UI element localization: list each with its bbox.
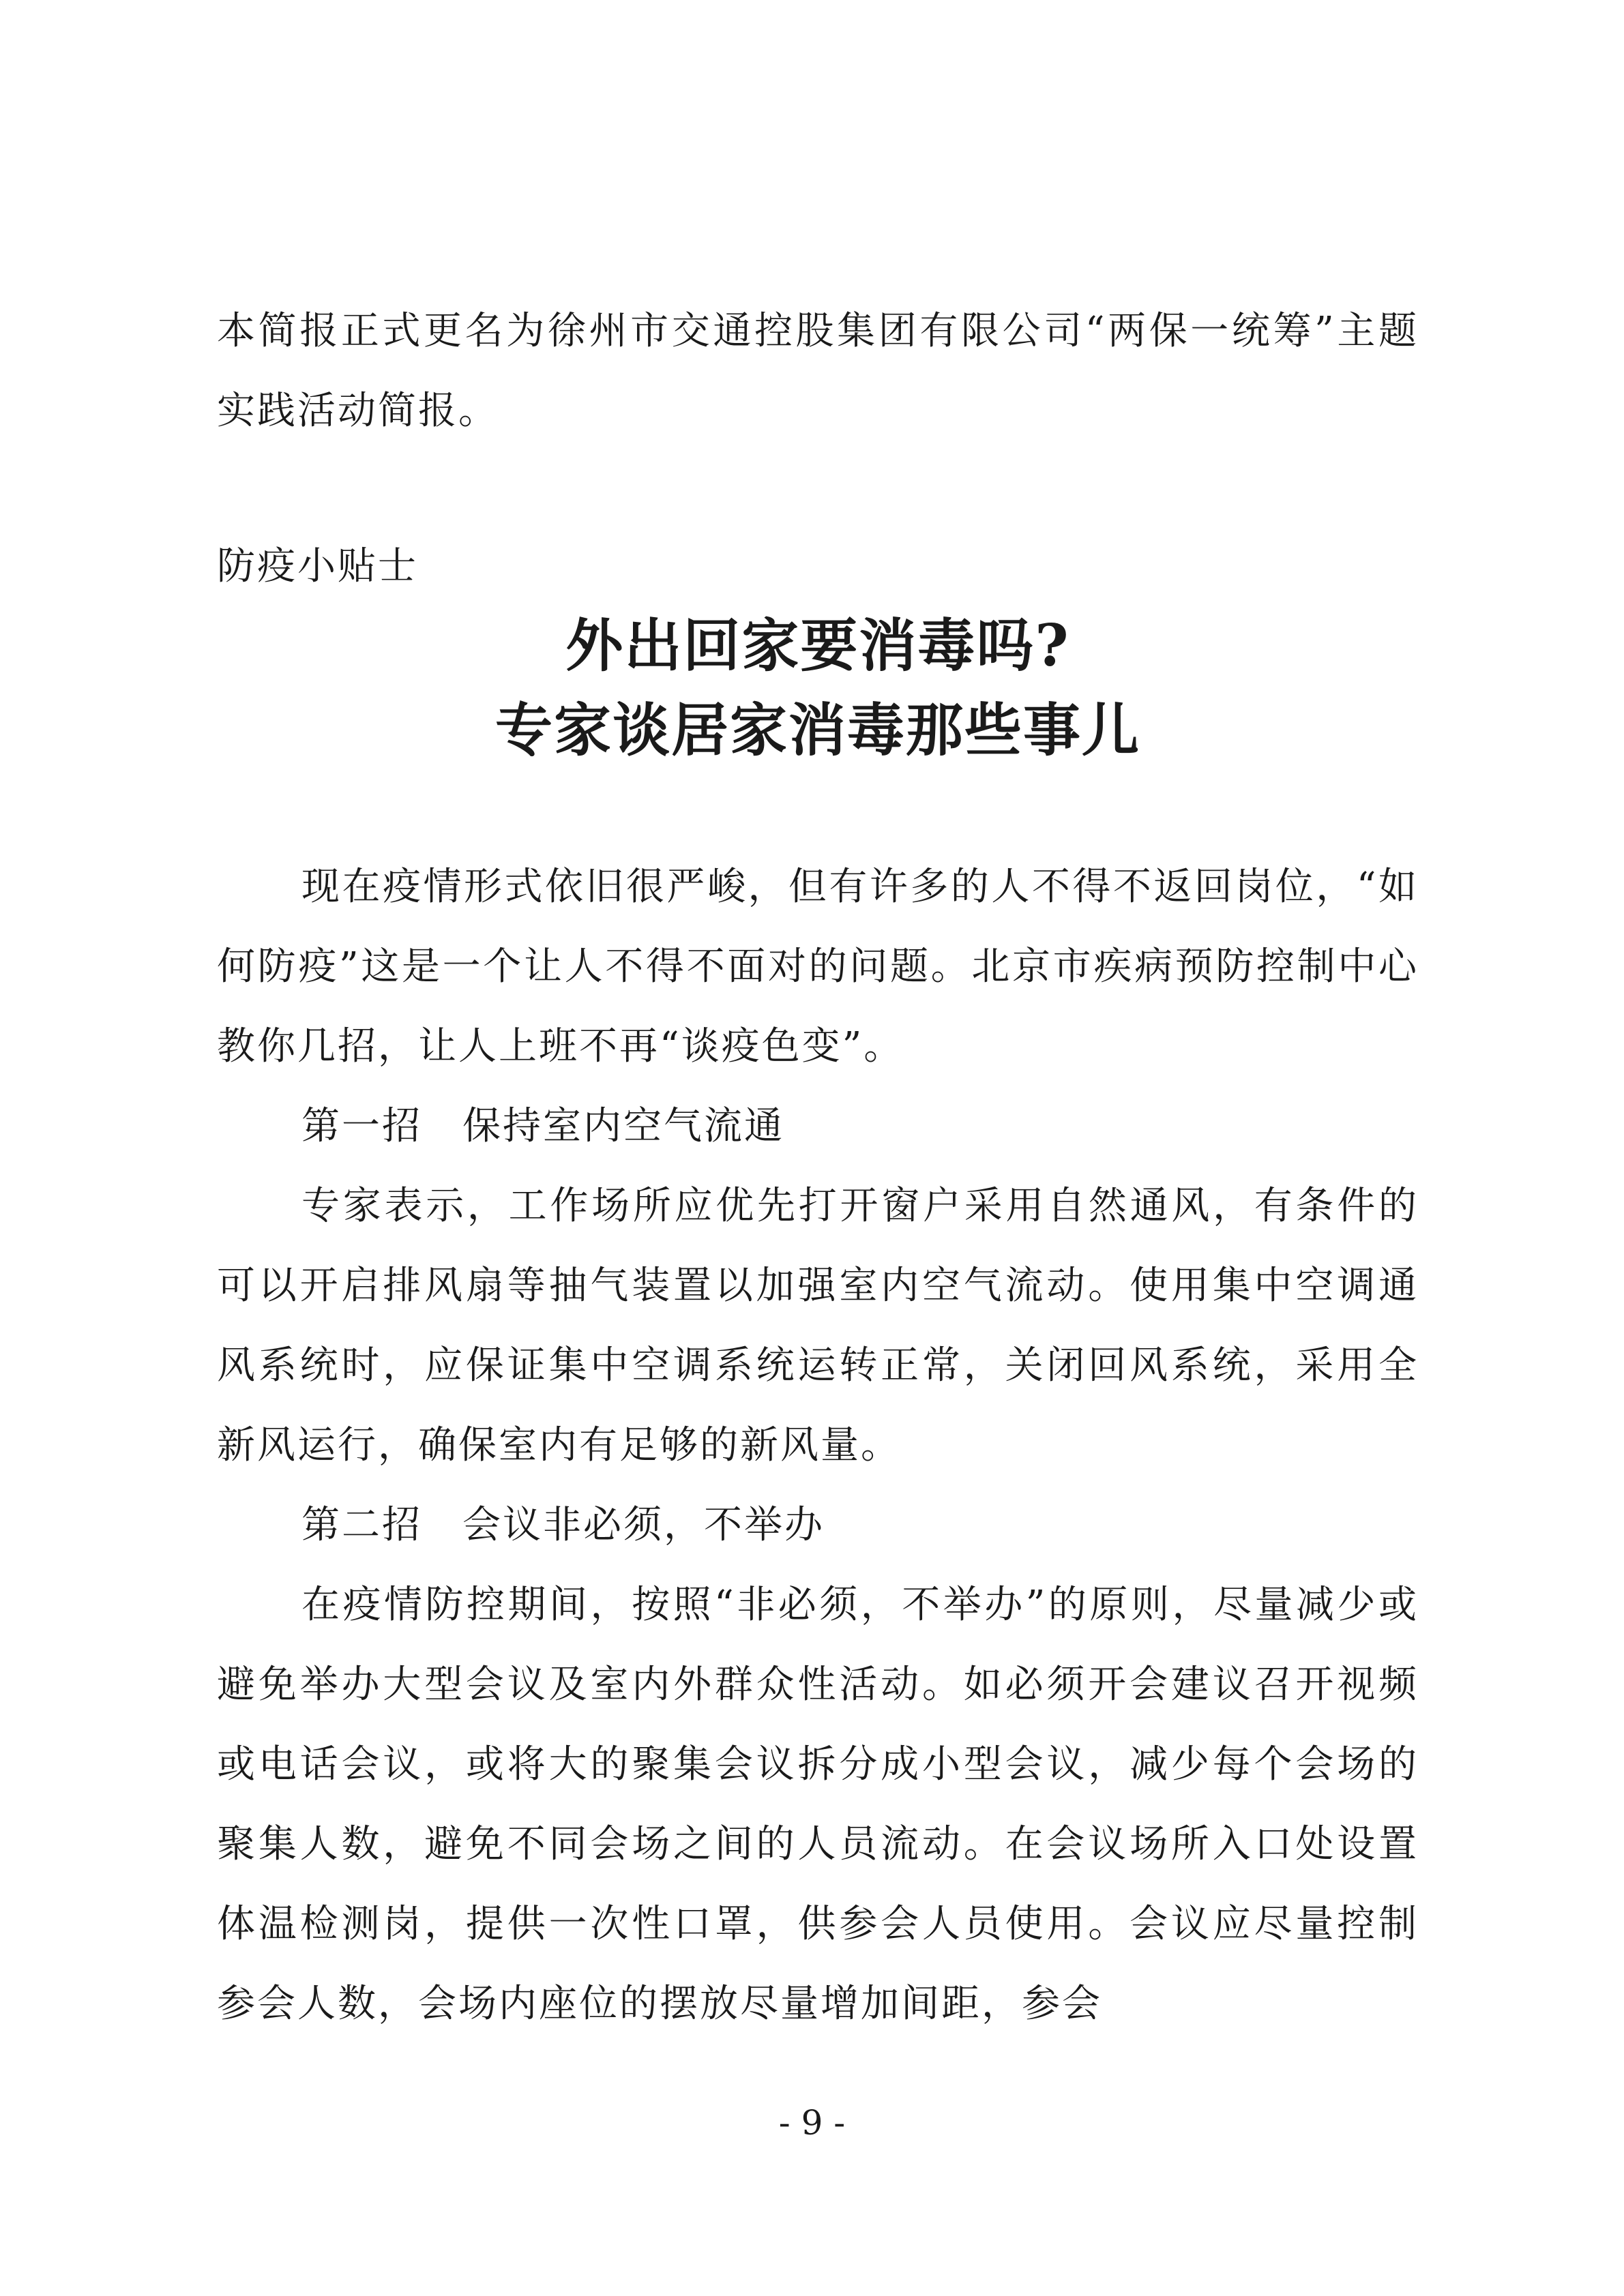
paragraph-3: 在疫情防控期间，按照“非必须，不举办”的原则，尽量减少或避免举办大型会议及室内外群众性活动。如必须开会建议召开视频或电话会议，或将大的聚集会议拆分成小型会议，减少每个会场的聚集人数，避免不同会场之间的人员流动。在会议场所入口处设置体温检测岗，提供一次性口罩，供参会人员使用。会议应尽量控制参会人数，会场内座位的摆放尽量增加间距，参会	[217, 1583, 1419, 2026]
tip-label: 防疫小贴士	[217, 544, 418, 588]
title-line-2: 专家谈居家消毒那些事儿	[494, 696, 1140, 764]
page-number: - 9 -	[778, 2103, 846, 2143]
intro-paragraph: 本简报正式更名为徐州市交通控股集团有限公司“两保一统筹”主题实践活动简报。	[217, 309, 1419, 433]
section-heading-1: 第一招 保持室内空气流通	[301, 1104, 784, 1148]
section-heading-2: 第二招 会议非必须，不举办	[301, 1503, 825, 1547]
paragraph-2: 专家表示，工作场所应优先打开窗户采用自然通风，有条件的可以开启排风扇等抽气装置以加强室内空气流动。使用集中空调通风系统时，应保证集中空调系统运转正常，关闭回风系统，采用全新风运行，确保室内有足够的新风量。	[217, 1184, 1419, 1467]
paragraph-1: 现在疫情形式依旧很严峻，但有许多的人不得不返回岗位，“如何防疫”这是一个让人不得不面对的问题。北京市疾病预防控制中心教你几招，让人上班不再“谈疫色变”。	[217, 865, 1419, 1069]
article-title	[217, 603, 1419, 773]
title-line-1: 外出回家要消毒吗?	[565, 612, 1070, 679]
